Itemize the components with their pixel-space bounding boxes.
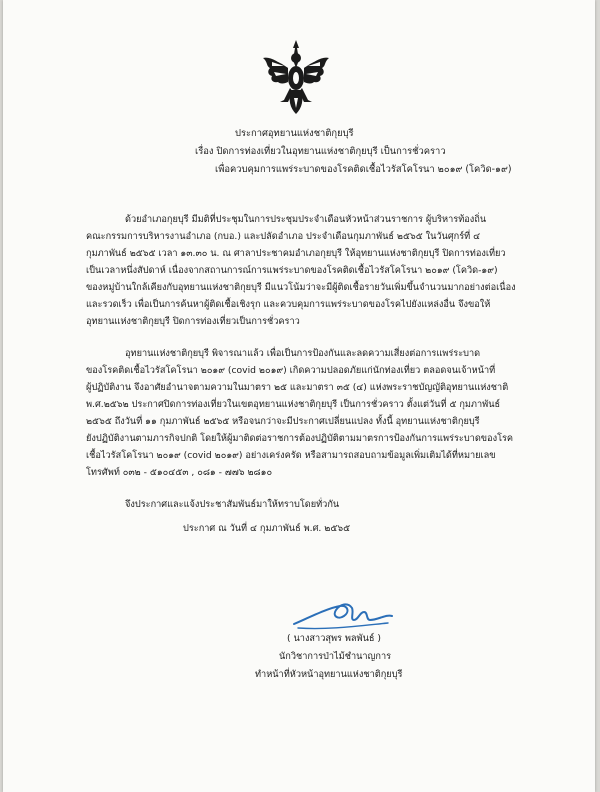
paragraph2-line: ๒๕๖๕ ถึงวันที่ ๑๑ กุมภาพันธ์ ๒๕๖๕ หรือจนกว่าจะมีประกาศเปลี่ยนแปลง ทั้งนี้ อุทยานแห่งชาติกุยบุรี <box>86 416 480 427</box>
paragraph1-line: กุมภาพันธ์ ๒๕๖๕ เวลา ๑๓.๓๐ น. ณ ศาลาประชาคมอำเภอกุยบุรี ให้อุทยานแห่งชาติกุยบุรี ปิดการท่องเที่ยว <box>86 248 506 259</box>
paragraph2-line: เชื้อไวรัสโคโรนา ๒๐๑๙ (covid ๒๐๑๙) อย่างเคร่งครัด หรือสามารถสอบถามข้อมูลเพิ่มเติมได้ที่หมายเลข <box>86 450 496 461</box>
paragraph2-line: ผู้ปฏิบัติงาน จึงอาศัยอำนาจตามความในมาตรา ๒๕ และมาตรา ๓๕ (๔) แห่งพระราชบัญญัติอุทยานแห่งชาติ <box>86 382 509 393</box>
paragraph1-line: ของหมู่บ้านใกล้เคียงกับอุทยานแห่งชาติกุยบุรี มีแนวโน้มว่าจะมีผู้ติดเชื้อรายวันเพิ่มขึ้นจำนวนมากอย่างต่อเนื่อง <box>86 282 516 293</box>
garuda-emblem-icon <box>260 38 332 116</box>
paragraph2-line: ยังปฏิบัติงานตามภารกิจปกติ โดยให้ผู้มาติดต่อราชการต้องปฏิบัติตามมาตรการป้องกันการแพร่ระบาดของโรค <box>86 433 514 444</box>
signer-position: นักวิชาการป่าไม้ชำนาญการ <box>279 651 392 662</box>
announcement-date: ประกาศ ณ วันที่ ๔ กุมภาพันธ์ พ.ศ. ๒๕๖๕ <box>183 523 351 534</box>
signer-role: ทำหน้าที่หัวหน้าอุทยานแห่งชาติกุยบุรี <box>255 669 403 680</box>
document-page <box>3 0 595 792</box>
paragraph1-line: ด้วยอำเภอกุยบุรี มีมติที่ประชุมในการประชุมประจำเดือนหัวหน้าส่วนราชการ ผู้บริหารท้องถิ่น <box>125 214 487 225</box>
paragraph2-line: ของโรคติดเชื้อไวรัสโคโรนา ๒๐๑๙ (covid ๒๐๑๙) เกิดความปลอดภัยแก่นักท่องเที่ยว ตลอดจนเจ้าหน้าที่ <box>86 365 496 376</box>
closing-statement: จึงประกาศและแจ้งประชาสัมพันธ์มาให้ทราบโดยทั่วกัน <box>125 499 340 510</box>
header-subject-cont: เพื่อควบคุมการแพร่ระบาดของโรคติดเชื้อไวรัสโคโรนา ๒๐๑๙ (โควิด-๑๙) <box>215 164 512 175</box>
paragraph2-line: โทรศัพท์ ๐๓๒ - ๕๑๐๔๕๓ , ๐๘๑ - ๗๗๖ ๒๘๑๐ <box>86 467 273 478</box>
paragraph2-line: อุทยานแห่งชาติกุยบุรี พิจารณาแล้ว เพื่อเป็นการป้องกันและลดความเสี่ยงต่อการแพร่ระบาด <box>125 348 481 359</box>
signer-name: ( นางสาวสุพร พลพันธ์ ) <box>287 633 382 644</box>
handwritten-signature <box>288 590 398 635</box>
paragraph2-line: พ.ศ.๒๕๖๒ ประกาศปิดการท่องเที่ยวในเขตอุทยานแห่งชาติกุยบุรี เป็นการชั่วคราว ตั้งแต่วันที่ ๕ กุมภาพันธ์ <box>86 399 501 410</box>
paragraph1-line: เป็นเวลาหนึ่งสัปดาห์ เนื่องจากสถานการณ์การแพร่ระบาดของโรคติดเชื้อไวรัสโคโรนา ๒๐๑๙ (โควิด-๑๙) <box>86 265 498 276</box>
paragraph1-line: อุทยานแห่งชาติกุยบุรี ปิดการท่องเที่ยวเป็นการชั่วคราว <box>86 316 300 327</box>
header-title: ประกาศอุทยานแห่งชาติกุยบุรี <box>235 128 354 139</box>
header-subject: เรื่อง ปิดการท่องเที่ยวในอุทยานแห่งชาติกุยบุรี เป็นการชั่วคราว <box>195 146 446 157</box>
paragraph1-line: คณะกรรมการบริหารงานอำเภอ (กบอ.) และปลัดอำเภอ ประจำเดือนกุมภาพันธ์ ๒๕๖๕ ในวันศุกร์ที่ ๔ <box>86 231 481 242</box>
paragraph1-line: และรวดเร็ว เพื่อเป็นการค้นหาผู้ติดเชื้อเชิงรุก และควบคุมการแพร่ระบาดของโรคไปยังแหล่งอื่น จึงขอให้ <box>86 299 491 310</box>
